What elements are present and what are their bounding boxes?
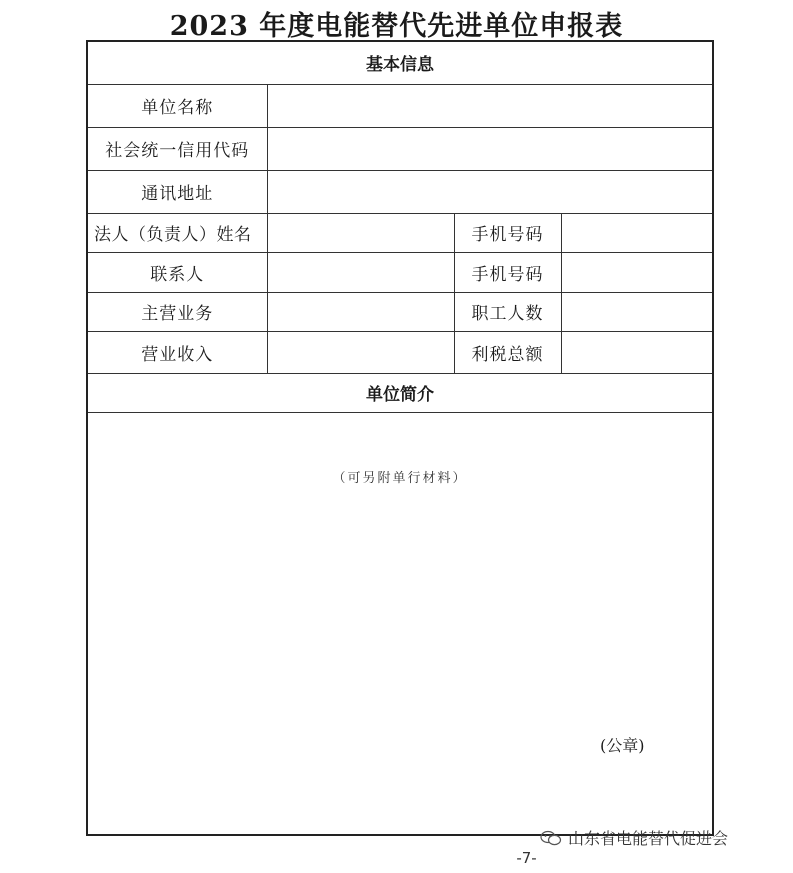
label-revenue: 营业收入 bbox=[87, 331, 267, 373]
row-unit-name bbox=[87, 84, 713, 127]
section-heading-intro: 单位简介 bbox=[87, 373, 713, 412]
field-main-business[interactable] bbox=[267, 292, 454, 331]
official-seal-label: (公章) bbox=[600, 735, 645, 755]
field-employees[interactable] bbox=[561, 292, 713, 331]
label-contact-phone: 手机号码 bbox=[454, 252, 561, 292]
row-contact bbox=[87, 252, 713, 292]
label-legal-rep: 法人（负责人）姓名 bbox=[87, 213, 267, 252]
row-credit-code bbox=[87, 127, 713, 170]
row-revenue bbox=[87, 331, 713, 373]
section-row-basic-info bbox=[87, 41, 713, 84]
row-intro-body bbox=[87, 412, 713, 835]
footer-source bbox=[540, 826, 728, 849]
field-legal-phone[interactable] bbox=[561, 213, 713, 252]
page-number: -7- bbox=[516, 849, 537, 867]
footer-source-text: 山东省电能替代促进会 bbox=[568, 829, 729, 848]
field-contact-phone[interactable] bbox=[561, 252, 713, 292]
section-row-intro bbox=[87, 373, 713, 412]
field-credit-code[interactable] bbox=[267, 127, 713, 170]
label-contact: 联系人 bbox=[87, 252, 267, 292]
application-form-table bbox=[86, 40, 714, 836]
row-address bbox=[87, 170, 713, 213]
label-employees: 职工人数 bbox=[454, 292, 561, 331]
field-legal-rep[interactable] bbox=[267, 213, 454, 252]
row-main-business bbox=[87, 292, 713, 331]
label-address: 通讯地址 bbox=[87, 170, 267, 213]
label-legal-phone: 手机号码 bbox=[454, 213, 561, 252]
field-contact[interactable] bbox=[267, 252, 454, 292]
section-heading-basic-info: 基本信息 bbox=[87, 41, 713, 84]
field-tax-total[interactable] bbox=[561, 331, 713, 373]
label-tax-total: 利税总额 bbox=[454, 331, 561, 373]
label-main-business: 主营业务 bbox=[87, 292, 267, 331]
field-address[interactable] bbox=[267, 170, 713, 213]
label-unit-name: 单位名称 bbox=[87, 84, 267, 127]
intro-note: （可另附单行材料） bbox=[332, 470, 468, 486]
row-legal-rep bbox=[87, 213, 713, 252]
intro-text-area[interactable] bbox=[87, 412, 713, 835]
wechat-icon bbox=[540, 830, 562, 846]
field-unit-name[interactable] bbox=[267, 84, 713, 127]
field-revenue[interactable] bbox=[267, 331, 454, 373]
form-title: 2023 年度电能替代先进单位申报表 bbox=[169, 11, 624, 42]
label-credit-code: 社会统一信用代码 bbox=[87, 127, 267, 170]
